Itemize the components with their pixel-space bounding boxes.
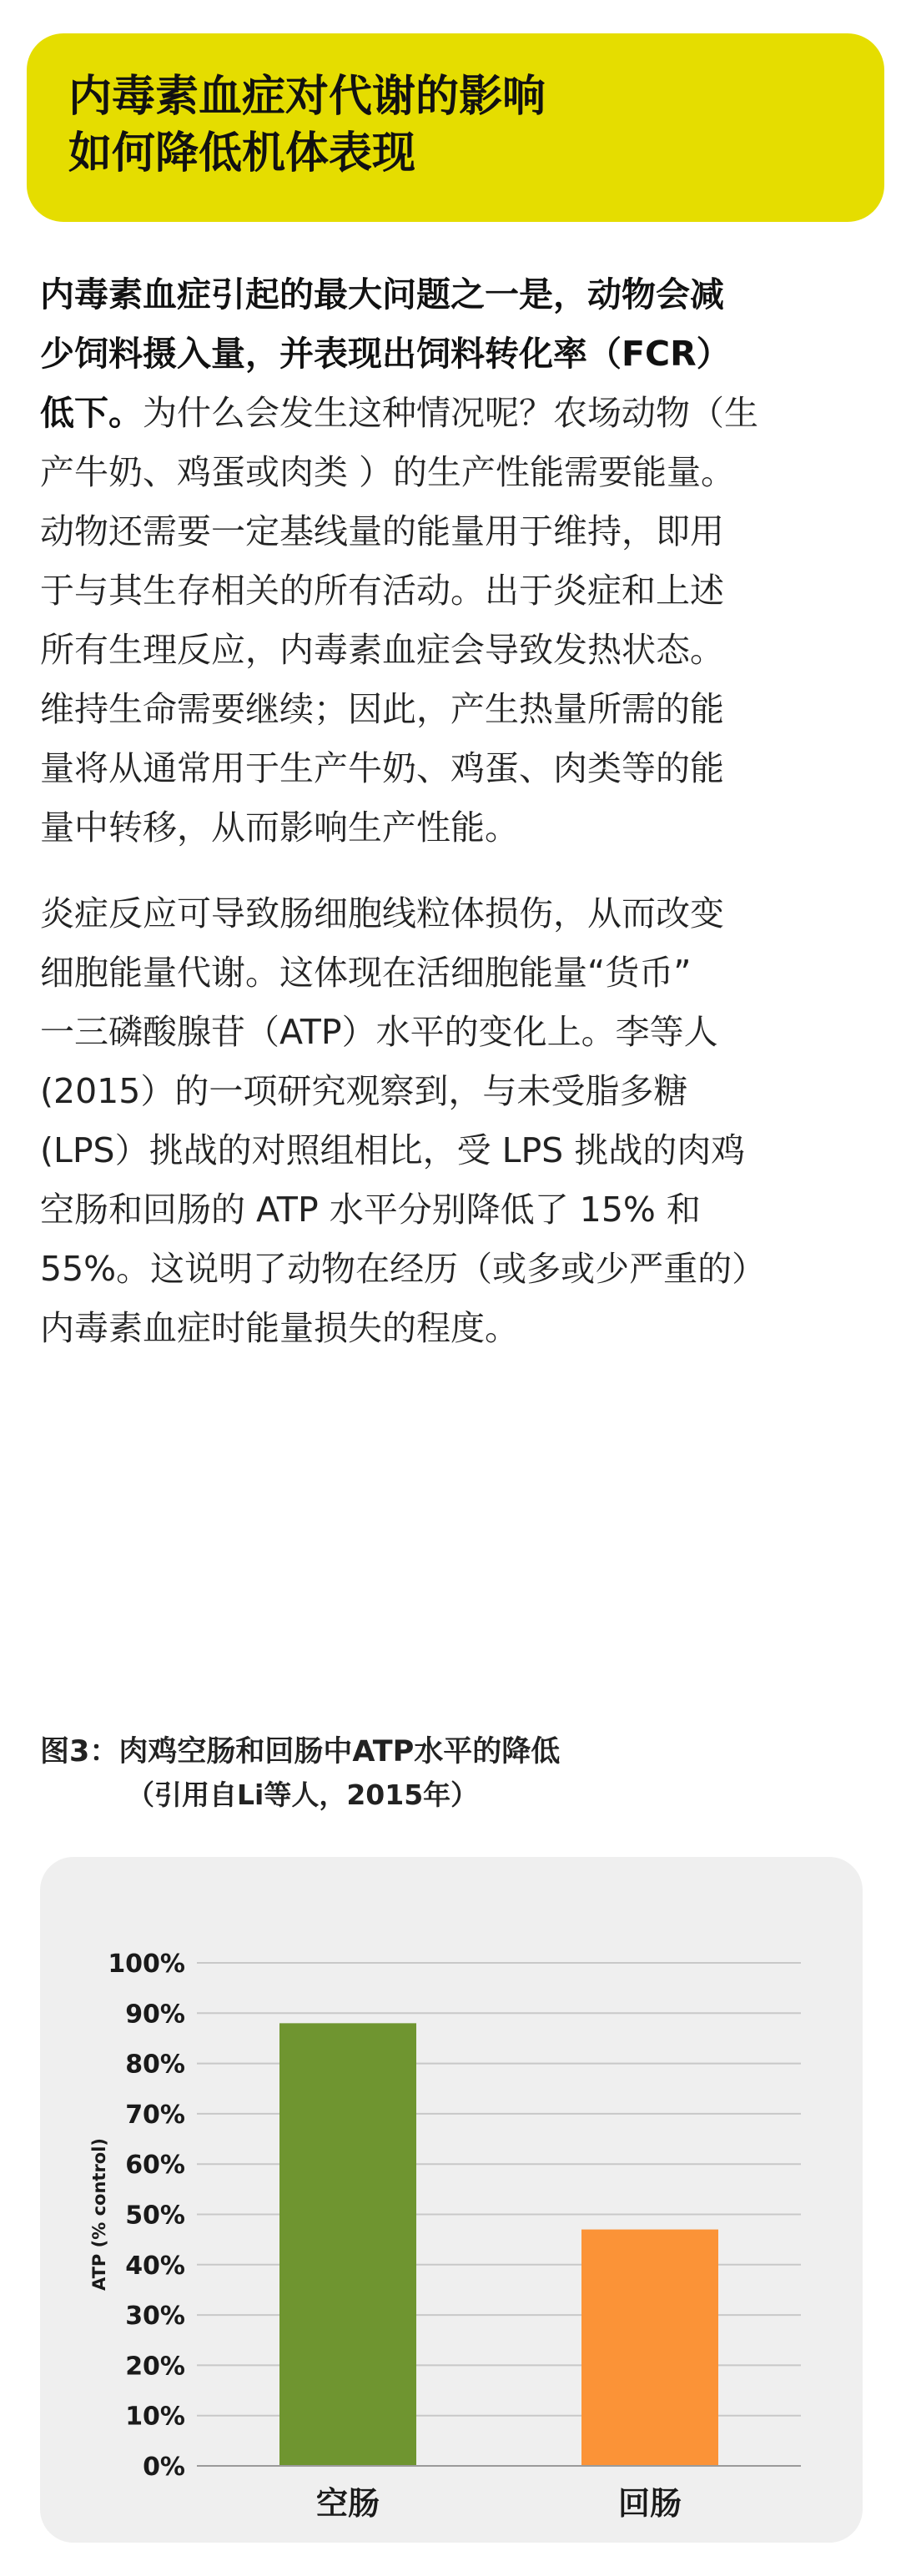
y-tick-label: 30% (125, 2302, 185, 2332)
figure-caption-source: （引用自Li等人，2015年） (127, 1779, 479, 1811)
paragraph-1-line (40, 334, 731, 374)
paragraph-1-line (40, 511, 724, 551)
paragraph-1-line (40, 808, 519, 848)
y-tick-label: 50% (125, 2201, 185, 2231)
header-title-line-1: 内毒素血症对代谢的影响 (68, 72, 546, 122)
paragraph-2 (40, 884, 874, 1358)
body-text: 维持生命需要继续；因此，产生热量所需的能 (40, 689, 724, 729)
y-tick-label: 90% (125, 2000, 185, 2030)
paragraph-2-line: (LPS）挑战的对照组相比，受 LPS 挑战的肉鸡 (40, 1130, 746, 1170)
body-text: 动物还需要一定基线量的能量用于维持，即用 (40, 511, 724, 551)
body-text: 量中转移，从而影响生产性能。 (40, 808, 519, 848)
y-tick-label: 10% (125, 2402, 185, 2432)
lead-text: 少饲料摄入量，并表现出饲料转化率（FCR） (40, 334, 731, 374)
y-tick-label: 20% (125, 2352, 185, 2382)
bar-1 (279, 2023, 416, 2466)
body-text: 于与其生存相关的所有活动。出于炎症和上述 (40, 571, 724, 611)
lead-text: 低下。 (40, 393, 143, 433)
paragraph-2-line: 内毒素血症时能量损失的程度。 (40, 1308, 519, 1348)
paragraph-2-line: (2015）的一项研究观察到，与未受脂多糖 (40, 1071, 688, 1111)
paragraph-2-line: 炎症反应可导致肠细胞线粒体损伤，从而改变 (40, 893, 724, 933)
paragraph-2-line: 一三磷酸腺苷（ATP）水平的变化上。李等人 (40, 1012, 718, 1052)
paragraph-1-line (40, 571, 724, 611)
figure-caption-title: 图3：肉鸡空肠和回肠中ATP水平的降低 (40, 1735, 561, 1768)
paragraph-2-line: 55%。这说明了动物在经历（或多或少严重的） (40, 1249, 767, 1289)
paragraph-1-line (40, 630, 724, 670)
paragraph-1-line (40, 689, 724, 729)
x-category-label: 回肠 (617, 2485, 682, 2522)
y-tick-label: 80% (125, 2050, 185, 2080)
y-tick-label: 70% (125, 2100, 185, 2130)
lead-text: 内毒素血症引起的最大问题之一是，动物会减 (40, 274, 724, 314)
paragraph-1-line (40, 748, 724, 788)
body-text: 所有生理反应，内毒素血症会导致发热状态。 (40, 630, 724, 670)
y-tick-label: 40% (125, 2251, 185, 2281)
paragraph-1-line (40, 393, 758, 433)
paragraph-2-line: 空肠和回肠的 ATP 水平分别降低了 15% 和 (40, 1190, 701, 1230)
header-banner (27, 33, 884, 222)
chart-card (40, 1857, 863, 2543)
y-tick-label: 60% (125, 2151, 185, 2181)
article-body (40, 265, 874, 1358)
x-category-label: 空肠 (315, 2485, 380, 2522)
paragraph-1-line (40, 274, 724, 314)
body-text: 量将从通常用于生产牛奶、鸡蛋、肉类等的能 (40, 748, 724, 788)
y-tick-label: 100% (108, 1950, 185, 1979)
paragraph-1-line (40, 452, 735, 492)
paragraph-1 (40, 265, 874, 858)
y-axis-title: ATP (% control) (89, 2137, 109, 2292)
body-text: 产牛奶、鸡蛋或肉类 ）的生产性能需要能量。 (40, 452, 736, 492)
header-title-line-2: 如何降低机体表现 (68, 128, 416, 179)
y-tick-label: 0% (143, 2453, 185, 2482)
body-text: 为什么会发生这种情况呢？农场动物（生 (143, 393, 758, 433)
paragraph-2-line: 细胞能量代谢。这体现在活细胞能量“货币” (40, 953, 692, 993)
bar-chart (40, 1857, 863, 2543)
bar-2 (581, 2230, 718, 2466)
figure-caption (40, 1730, 874, 1817)
